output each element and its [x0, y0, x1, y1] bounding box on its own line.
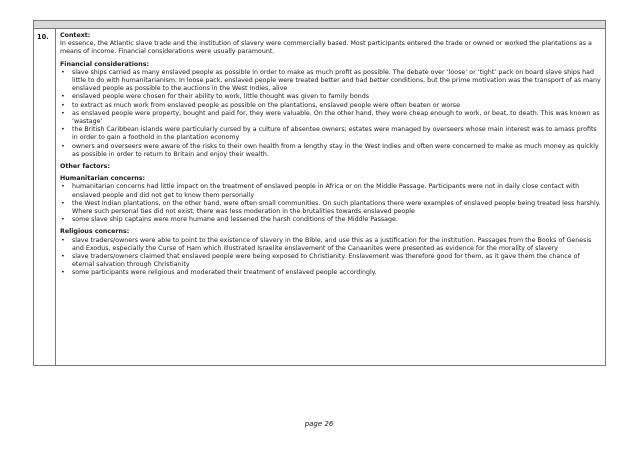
bullet-icon: • — [61, 253, 65, 261]
religious-list — [60, 237, 601, 278]
row-content — [56, 29, 605, 365]
bullet-icon: • — [61, 199, 65, 207]
bullet-icon: • — [61, 109, 65, 117]
list-item: • to extract as much work from enslaved people as possible on the plantations, enslaved people were often beaten or worse — [61, 101, 460, 109]
financial-list — [60, 69, 601, 159]
other-heading: Other factors: — [60, 163, 110, 171]
bullet-icon: • — [61, 183, 65, 191]
religious-heading: Religious concerns: — [60, 228, 130, 236]
list-item: • humanitarian concerns had little impact on the treatment of enslaved people in Africa or on the Middle Passage. Participants were not in daily close contact with enslaved people and did not get to know them personally — [61, 183, 580, 199]
bullet-icon: • — [61, 142, 65, 150]
context-text: In essence, the Atlantic slave trade and the institution of slavery were commercially based. Most participants entered the trade or owned or worked the plantations as a means of income. Financial considerations were usually paramount. — [60, 40, 592, 56]
marking-table — [33, 20, 606, 366]
financial-section — [60, 61, 601, 159]
religious-section — [60, 228, 601, 277]
financial-heading: Financial considerations: — [60, 60, 149, 68]
humanitarian-section — [60, 175, 601, 224]
table-row — [34, 29, 605, 365]
bullet-icon: • — [61, 126, 65, 134]
bullet-icon: • — [61, 101, 65, 109]
bullet-icon: • — [61, 269, 65, 277]
list-item: • as enslaved people were property, bought and paid for, they were valuable. On the other hand, they were cheap enough to work, or beat, to death. This was known as ‘wastage’ — [61, 109, 600, 126]
question-number: 10. — [34, 29, 56, 365]
list-item: • slave ships carried as many enslaved people as possible in order to make as much profit as possible. The debate over ‘loose’ or ‘tight’ pack on board slave ships had little to do with humanitarianism. In loose pack, enslaved people were treated better and had better conditions, but the prime motivation was the transport of as many enslaved people as possible to the auctions in the West Indies, alive — [61, 68, 601, 93]
list-item: • owners and overseers were aware of the risks to their own health from a lengthy stay in the West Indies and often were concerned to make as much money as quickly as possible in order to return to Britain and enjoy their wealth. — [61, 142, 599, 158]
bullet-icon: • — [61, 216, 65, 224]
list-item: • the West Indian plantations, on the other hand, were often small communities. On such plantations there were examples of enslaved people being treated less harshly. Where such personal ties did not exist, there was less moderation in the brutalities towards enslaved people — [61, 199, 601, 216]
bullet-icon: • — [61, 93, 65, 101]
page-number: page 26 — [304, 420, 334, 428]
humanitarian-list — [60, 183, 601, 224]
list-item: • enslaved people were chosen for their ability to work, little thought was given to family bonds — [61, 93, 370, 101]
other-section — [60, 163, 601, 171]
list-item: • some participants were religious and moderated their treatment of enslaved people accordingly. — [61, 269, 377, 277]
bullet-icon: • — [61, 236, 65, 244]
list-item: • some slave ship captains were more humane and lessened the harsh conditions of the Middle Passage. — [61, 216, 398, 224]
bullet-icon: • — [61, 68, 65, 76]
list-item: • the British Caribbean islands were particularly cursed by a culture of absentee owners; estates were managed by overseers whose main interest was to amass profits in order to gain a foothold in the plantation economy — [61, 126, 597, 142]
table-header-strip — [34, 21, 605, 29]
list-item: • slave traders/owners were able to point to the existence of slavery in the Bible, and use this as a justification for the institution. Passages from the Books of Genesis and Exodus, especially the Curse of Ham which illustrated Israelite enslavement of the Canaanites were presented as evidence for the morality of slavery — [61, 236, 592, 252]
context-section — [60, 32, 601, 57]
humanitarian-heading: Humanitarian concerns: — [60, 175, 146, 183]
list-item: • slave traders/owners claimed that enslaved people were being exposed to Christianity. Enslavement was therefore good for them, as it gave them the chance of eternal salvation through Christianity — [61, 253, 580, 269]
context-heading: Context: — [60, 32, 91, 39]
